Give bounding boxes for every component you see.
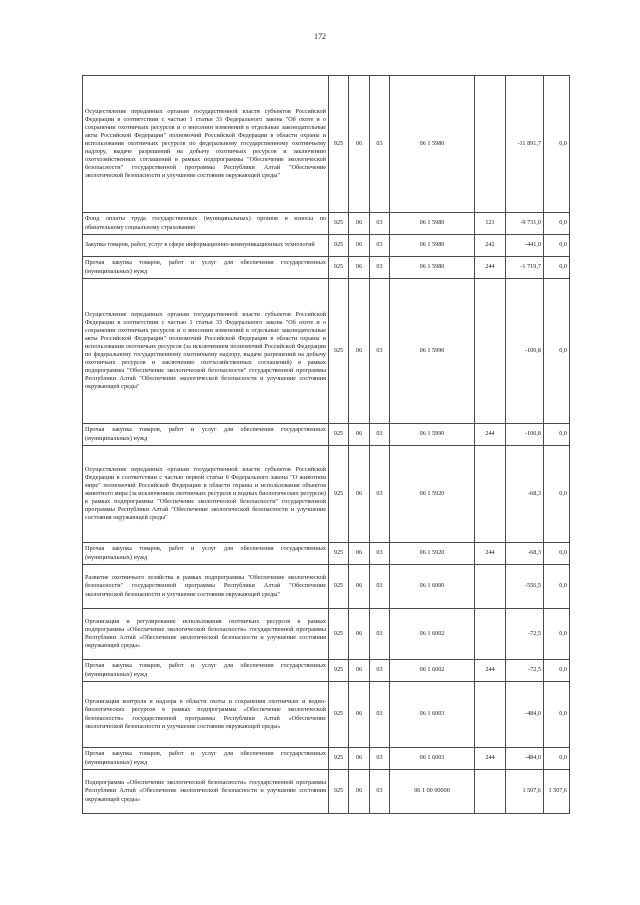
row-amount-primary: -68,3 [506,446,544,543]
row-section-code: 06 [349,424,370,446]
row-target-article: 06 1 5980 [390,235,475,257]
row-target-article: 06 1 5980 [390,257,475,279]
row-amount-secondary: 0,0 [544,76,570,213]
row-subsection-code: 03 [370,424,390,446]
row-target-article: 06 1 5980 [390,213,475,235]
row-section-code: 06 [349,770,370,814]
page-number: 172 [314,32,326,41]
row-amount-primary: -484,0 [506,748,544,770]
row-amount-secondary: 0,0 [544,609,570,660]
budget-table-body [83,76,570,814]
row-target-article: 06 1 6002 [390,609,475,660]
row-amount-secondary: 0,0 [544,682,570,748]
row-amount-primary: -100,8 [506,279,544,424]
row-expense-type: 244 [475,543,506,565]
row-target-article: 06 1 5980 [390,76,475,213]
row-target-article: 06 1 5990 [390,424,475,446]
row-target-article: 06 1 6003 [390,748,475,770]
row-subsection-code: 03 [370,213,390,235]
row-target-article: 06 1 5920 [390,543,475,565]
row-subsection-code: 03 [370,748,390,770]
row-target-article: 06 1 6000 [390,565,475,609]
table-row [83,682,570,748]
table-row [83,565,570,609]
row-subsection-code: 03 [370,682,390,748]
table-row [83,257,570,279]
row-amount-secondary: 0,0 [544,257,570,279]
row-amount-primary: -11 891,7 [506,76,544,213]
row-expense-type [475,279,506,424]
budget-table [82,75,570,814]
table-row [83,279,570,424]
row-target-article: 06 1 6003 [390,682,475,748]
table-row [83,76,570,213]
row-subsection-code: 03 [370,279,390,424]
row-description: Закупка товаров, работ, услуг в сфере информационно-коммуникационных технологий [83,235,329,257]
table-row [83,660,570,682]
row-ministry-code: 925 [329,682,349,748]
row-subsection-code: 03 [370,446,390,543]
row-amount-secondary: 0,0 [544,235,570,257]
table-row [83,748,570,770]
row-amount-primary: -68,3 [506,543,544,565]
row-description: Прочая закупка товаров, работ и услуг для обеспечения государственных (муниципальных) нужд [83,424,329,446]
row-ministry-code: 925 [329,446,349,543]
row-description: Организация контроля и надзора в области охоты и сохранения охотничьих и водно-биологических ресурсов в рамках подпрограммы «Обеспечение экологической безопасности» государственной программы Республики Алтай «Обеспечение экологической безопасности и улучшение состояния окружающей среды» [83,682,329,748]
row-ministry-code: 925 [329,770,349,814]
row-expense-type [475,609,506,660]
row-subsection-code: 03 [370,660,390,682]
row-amount-primary: -9 731,0 [506,213,544,235]
row-subsection-code: 03 [370,565,390,609]
row-ministry-code: 925 [329,609,349,660]
row-section-code: 06 [349,235,370,257]
table-row [83,609,570,660]
row-section-code: 06 [349,76,370,213]
table-row [83,543,570,565]
row-description: Организация и регулирование использования охотничьих ресурсов в рамках подпрограммы «Обеспечение экологической безопасности» государственной программы Республики Алтай «Обеспечение экологической безопасности и улучшение состояния окружающей среды» [83,609,329,660]
row-amount-secondary: 0,0 [544,748,570,770]
row-amount-primary: -484,0 [506,682,544,748]
table-row [83,770,570,814]
row-amount-secondary: 0,0 [544,213,570,235]
row-section-code: 06 [349,565,370,609]
row-amount-primary: -100,8 [506,424,544,446]
row-subsection-code: 03 [370,257,390,279]
row-expense-type [475,770,506,814]
row-description: Фонд оплаты труда государственных (муниципальных) органов и взносы по обязательному социальному страхованию [83,213,329,235]
row-description: Подпрограмма «Обеспечение экологической безопасности» государственной программы Республики Алтай «Обеспечение экологической безопасности и улучшение состояния окружающей среды» [83,770,329,814]
row-expense-type: 244 [475,660,506,682]
row-amount-primary: -441,0 [506,235,544,257]
row-ministry-code: 925 [329,565,349,609]
row-subsection-code: 03 [370,235,390,257]
row-section-code: 06 [349,609,370,660]
row-amount-secondary: 0,0 [544,424,570,446]
row-ministry-code: 925 [329,660,349,682]
row-expense-type [475,682,506,748]
row-ministry-code: 925 [329,543,349,565]
row-ministry-code: 925 [329,76,349,213]
row-description: Прочая закупка товаров, работ и услуг для обеспечения государственных (муниципальных) нужд [83,543,329,565]
row-expense-type: 244 [475,748,506,770]
row-expense-type: 244 [475,424,506,446]
row-ministry-code: 925 [329,257,349,279]
row-expense-type: 244 [475,257,506,279]
row-subsection-code: 03 [370,609,390,660]
row-amount-primary: -72,5 [506,660,544,682]
row-description: Осуществление переданных органам государственной власти субъектов Российской Федерации в соответствии с частью 1 статьи 33 Федерального закона "Об охоте и о сохранении охотничьих ресурсов и о внесении изменений в отдельные законодательные акты Российской Федерации" полномочий Российской Федерации в области охраны и использования охотничьих ресурсов по федеральному государственному охотничьему надзору, выдаче разрешений на добычу охотничьих ресурсов и заключению охотхозяйственных соглашений в рамках подпрограммы "Обеспечение экологической безопасности" государственной программы Республики Алтай "Обеспечение экологической безопасности и улучшение состояния окружающей среды" [83,76,329,213]
row-target-article: 06 1 00 00000 [390,770,475,814]
row-section-code: 06 [349,748,370,770]
row-section-code: 06 [349,682,370,748]
row-amount-secondary: 0,0 [544,446,570,543]
row-ministry-code: 925 [329,748,349,770]
row-amount-primary: -1 719,7 [506,257,544,279]
row-amount-primary: -556,5 [506,565,544,609]
row-description: Осуществление переданных органам государственной власти субъектов Российской Федерации в соответствии с частью 1 статьи 33 Федерального закона "Об охоте и о сохранении охотничьих ресурсов и о внесении изменений в отдельные законодательные акты Российской Федерации" полномочий Российской Федерации в области охраны и использования охотничьих ресурсов (за исключением полномочий Российской Федерации по федеральному государственному охотничьему надзору, выдаче разрешений на добычу охотничьих ресурсов и заключению охотхозяйственных соглашений) в рамках подпрограммы "Обеспечение экологической безопасности" государственной программы Республики Алтай "Обеспечение экологической безопасности и улучшение состояния окружающей среды" [83,279,329,424]
table-row [83,446,570,543]
row-description: Развитие охотничьего хозяйства в рамках подпрограммы "Обеспечение экологической безопасности" государственной программы Республики Алтай "Обеспечение экологической безопасности и улучшение состояния окружающей среды" [83,565,329,609]
row-subsection-code: 03 [370,76,390,213]
row-expense-type [475,565,506,609]
row-section-code: 06 [349,543,370,565]
row-description: Прочая закупка товаров, работ и услуг для обеспечения государственных (муниципальных) нужд [83,660,329,682]
row-description: Осуществление переданных органам государственной власти субъектов Российской Федерации в соответствии с частью первой статьи 6 Федерального закона "О животном мире" полномочий Российской Федерации в области охраны и использования объектов животного мира (за исключением охотничьих ресурсов и водных биологических ресурсов) в рамках подпрограммы "Обеспечение экологической безопасности" государственной программы Республики Алтай "Обеспечение экологической безопасности и улучшение состояния окружающей среды" [83,446,329,543]
row-amount-secondary: 1 507,6 [544,770,570,814]
row-expense-type: 121 [475,213,506,235]
row-amount-secondary: 0,0 [544,660,570,682]
row-expense-type [475,446,506,543]
row-section-code: 06 [349,446,370,543]
row-ministry-code: 925 [329,213,349,235]
row-target-article: 06 1 5920 [390,446,475,543]
row-subsection-code: 03 [370,543,390,565]
row-section-code: 06 [349,279,370,424]
table-row [83,213,570,235]
row-target-article: 06 1 6002 [390,660,475,682]
row-description: Прочая закупка товаров, работ и услуг для обеспечения государственных (муниципальных) нужд [83,257,329,279]
table-row [83,235,570,257]
row-subsection-code: 03 [370,770,390,814]
row-ministry-code: 925 [329,279,349,424]
row-expense-type [475,76,506,213]
row-section-code: 06 [349,257,370,279]
row-ministry-code: 925 [329,424,349,446]
row-section-code: 06 [349,213,370,235]
table-row [83,424,570,446]
row-target-article: 06 1 5990 [390,279,475,424]
row-ministry-code: 925 [329,235,349,257]
row-amount-secondary: 0,0 [544,565,570,609]
row-amount-primary: -72,5 [506,609,544,660]
row-amount-secondary: 0,0 [544,279,570,424]
row-amount-primary: 1 507,6 [506,770,544,814]
row-amount-secondary: 0,0 [544,543,570,565]
row-expense-type: 242 [475,235,506,257]
row-section-code: 06 [349,660,370,682]
row-description: Прочая закупка товаров, работ и услуг для обеспечения государственных (муниципальных) нужд [83,748,329,770]
